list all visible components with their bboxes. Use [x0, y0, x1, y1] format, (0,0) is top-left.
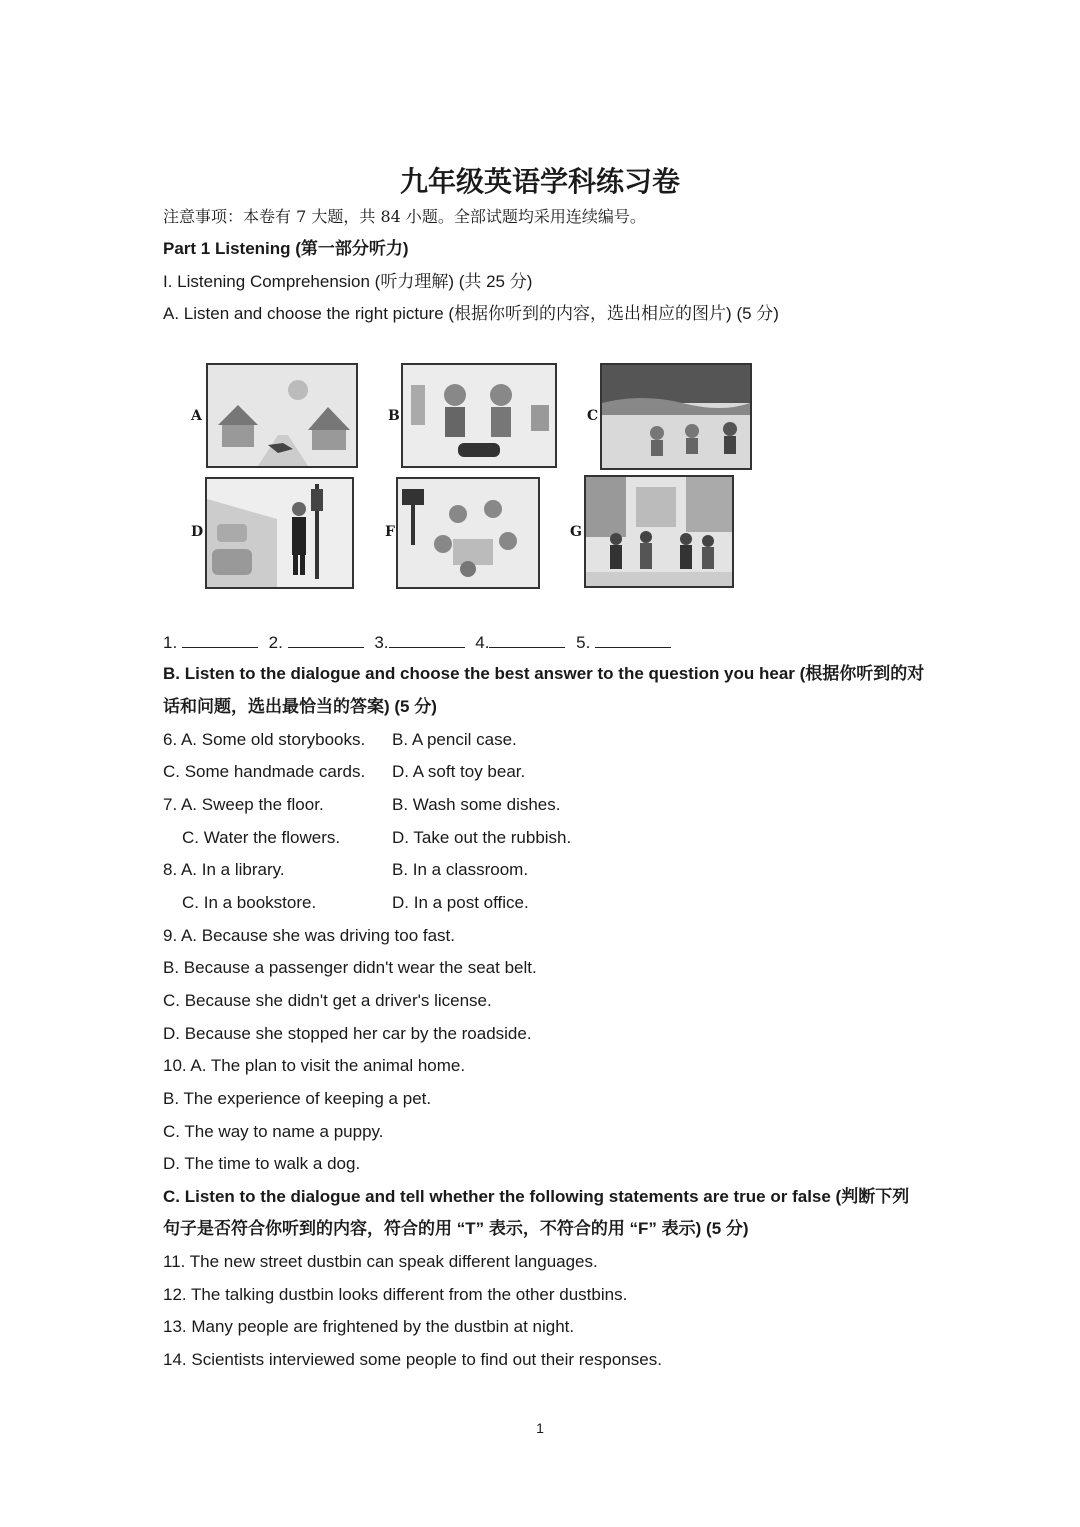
blank-label-4: 4.: [475, 633, 490, 652]
earthquake-street-picture: [206, 363, 358, 468]
sectionB-heading-line2: 话和问题，选出最恰当的答案) (5 分): [163, 697, 437, 716]
q10-option-c: C. The way to name a puppy.: [163, 1122, 384, 1141]
q6-option-a: 6. A. Some old storybooks.: [163, 730, 366, 749]
statement-11: 11. The new street dustbin can speak different languages.: [163, 1252, 598, 1271]
section1-heading: I. Listening Comprehension (听力理解) (共 25 分): [163, 272, 533, 291]
q10-option-b: B. The experience of keeping a pet.: [163, 1089, 432, 1108]
q9-option-d: D. Because she stopped her car by the roadside.: [163, 1024, 532, 1043]
man-by-traffic-light-picture: [205, 477, 354, 589]
sectionB-heading-line1: B. Listen to the dialogue and choose the best answer to the question you hear (根据你听到的对: [163, 664, 925, 683]
people-helping-elderly-picture: [584, 475, 734, 588]
q9-option-a: 9. A. Because she was driving too fast.: [163, 926, 455, 945]
children-crafts-picture: [396, 477, 540, 589]
statement-14: 14. Scientists interviewed some people to find out their responses.: [163, 1350, 662, 1369]
answer-blank-1[interactable]: [182, 631, 258, 648]
answer-blank-5[interactable]: [595, 631, 671, 648]
statement-12: 12. The talking dustbin looks different from the other dustbins.: [163, 1285, 628, 1304]
blank-label-5: 5.: [576, 633, 591, 652]
sectionC-heading-line1: C. Listen to the dialogue and tell whether the following statements are true or false (判断下列: [163, 1187, 910, 1206]
picture-label-c: C: [587, 408, 599, 424]
picture-label-f: F: [385, 524, 395, 540]
q7-option-b: B. Wash some dishes.: [392, 795, 561, 814]
q8-option-a: 8. A. In a library.: [163, 860, 285, 879]
storm-beach-picture: [600, 363, 752, 470]
children-arguing-picture: [401, 363, 557, 468]
q6-option-b: B. A pencil case.: [392, 730, 517, 749]
q9-option-b: B. Because a passenger didn't wear the seat belt.: [163, 958, 537, 977]
q6-option-c: C. Some handmade cards.: [163, 762, 366, 781]
q8-option-d: D. In a post office.: [392, 893, 529, 912]
sectionC-heading-line2: 句子是否符合你听到的内容，符合的用 “T” 表示，不符合的用 “F” 表示) (5 分): [163, 1219, 749, 1238]
picture-label-g: G: [570, 524, 582, 540]
q6-option-d: D. A soft toy bear.: [392, 762, 526, 781]
page-number: 1: [536, 1420, 544, 1436]
picture-label-d: D: [191, 524, 204, 540]
q7-option-c: C. Water the flowers.: [182, 828, 341, 847]
q8-option-c: C. In a bookstore.: [182, 893, 317, 912]
q7-option-a: 7. A. Sweep the floor.: [163, 795, 324, 814]
answer-blank-3[interactable]: [389, 631, 465, 648]
answer-blanks-row: [163, 631, 671, 654]
picture-label-a: A: [191, 408, 202, 424]
blank-label-1: 1.: [163, 633, 178, 652]
q8-option-b: B. In a classroom.: [392, 860, 529, 879]
notice-line: 注意事项：本卷有 7 大题，共 84 小题。全部试题均采用连续编号。: [163, 207, 646, 226]
blank-label-2: 2.: [268, 633, 283, 652]
page-title: 九年级英语学科练习卷: [399, 165, 680, 198]
q10-option-d: D. The time to walk a dog.: [163, 1154, 361, 1173]
sectionA-heading: A. Listen and choose the right picture (根据你听到的内容，选出相应的图片) (5 分): [163, 304, 779, 323]
answer-blank-2[interactable]: [288, 631, 364, 648]
statement-13: 13. Many people are frightened by the dustbin at night.: [163, 1317, 575, 1336]
picture-label-b: B: [388, 408, 400, 424]
answer-blank-4[interactable]: [489, 631, 565, 648]
blank-label-3: 3.: [374, 633, 389, 652]
part1-heading: Part 1 Listening (第一部分听力): [163, 239, 409, 258]
q10-option-a: 10. A. The plan to visit the animal home.: [163, 1056, 466, 1075]
q7-option-d: D. Take out the rubbish.: [392, 828, 572, 847]
q9-option-c: C. Because she didn't get a driver's license.: [163, 991, 492, 1010]
